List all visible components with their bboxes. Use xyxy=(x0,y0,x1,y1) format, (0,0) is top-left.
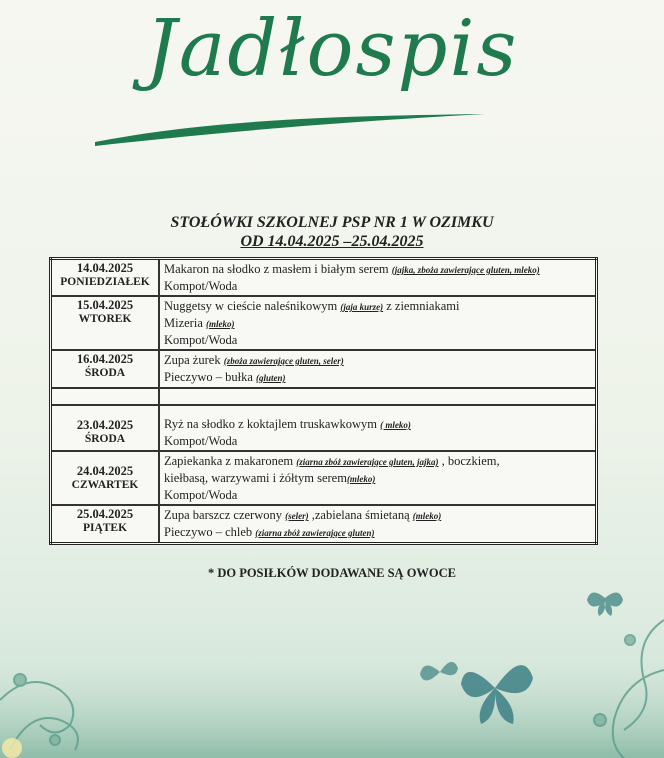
canteen-subtitle: STOŁÓWKI SZKOLNEJ PSP NR 1 W OZIMKU xyxy=(170,214,494,231)
day-cell xyxy=(51,296,160,350)
allergen-note: (jajka, zboża zawierające gluten, mleko) xyxy=(391,265,540,275)
day-name: ŚRODA xyxy=(84,433,126,445)
day-name: PIĄTEK xyxy=(82,522,128,534)
table-row xyxy=(51,405,597,451)
empty-cell xyxy=(159,388,597,405)
menu-table xyxy=(49,257,598,545)
day-name: PONIEDZIAŁEK xyxy=(60,276,150,288)
day-cell xyxy=(51,505,160,544)
allergen-note: (ziarna zbóż zawierające gluten, jajka) xyxy=(296,457,439,467)
empty-cell xyxy=(51,388,160,405)
allergen-note: ( mleko) xyxy=(380,420,411,430)
day-cell xyxy=(51,451,160,505)
day-date: 25.04.2025 xyxy=(76,507,134,521)
meal-item: Pieczywo – chleb (ziarna zbóż zawierające gluten) xyxy=(164,525,375,539)
fruit-note: * DO POSIŁKÓW DODAWANE SĄ OWOCE xyxy=(207,566,457,580)
table-row xyxy=(51,350,597,388)
allergen-note: (mleko) xyxy=(206,319,235,329)
table-row xyxy=(51,259,597,297)
empty-row xyxy=(51,388,597,405)
meal-item: Nuggetsy w cieście naleśnikowym (jaja kurze) z ziemniakami xyxy=(164,299,460,313)
day-name: WTOREK xyxy=(78,313,132,325)
meal-item: Kompot/Woda xyxy=(164,434,238,448)
meal-item: Mizeria (mleko) xyxy=(164,316,235,330)
flower-icon xyxy=(2,738,22,758)
day-date: 23.04.2025 xyxy=(76,418,134,432)
butterfly-icon xyxy=(587,592,623,616)
menu-title: Jadłospis xyxy=(145,4,519,94)
meal-item: Pieczywo – bułka (gluten) xyxy=(164,370,286,384)
meal-cell xyxy=(159,405,597,451)
day-name: ŚRODA xyxy=(84,367,126,379)
allergen-note: (jaja kurze) xyxy=(340,302,384,312)
meal-cell xyxy=(159,350,597,388)
allergen-note: (zboża zawierające gluten, seler) xyxy=(223,356,344,366)
day-date: 14.04.2025 xyxy=(76,261,134,275)
allergen-note: (ziarna zbóż zawierające gluten) xyxy=(255,528,375,538)
allergen-note: (mleko) xyxy=(412,511,442,521)
meal-item: Zupa żurek (zboża zawierające gluten, seler) xyxy=(164,353,344,367)
meal-item: Zapiekanka z makaronem (ziarna zbóż zawierające gluten, jajka) , boczkiem, xyxy=(164,454,500,468)
meal-cell xyxy=(159,451,597,505)
table-row xyxy=(51,451,597,505)
meal-cell xyxy=(159,505,597,544)
table-row xyxy=(51,296,597,350)
allergen-note: (mleko) xyxy=(346,474,376,484)
meal-item: Kompot/Woda xyxy=(164,279,238,293)
meal-item: Kompot/Woda xyxy=(164,488,238,502)
date-range: OD 14.04.2025 –25.04.2025 xyxy=(240,233,424,250)
meal-cell xyxy=(159,296,597,350)
day-cell xyxy=(51,405,160,451)
butterfly-floral-decoration xyxy=(0,580,664,758)
table-row xyxy=(51,505,597,544)
meal-item: kiełbasą, warzywami i żółtym serem(mleko) xyxy=(164,471,376,485)
meal-cell xyxy=(159,259,597,297)
meal-item: Makaron na słodko z masłem i białym serem (jajka, zboża zawierające gluten, mleko) xyxy=(164,262,540,276)
allergen-note: (seler) xyxy=(285,511,309,521)
day-name: CZWARTEK xyxy=(71,479,139,491)
day-date: 24.04.2025 xyxy=(76,464,134,478)
meal-item: Kompot/Woda xyxy=(164,333,238,347)
day-cell xyxy=(51,350,160,388)
allergen-note: (gluten) xyxy=(256,373,286,383)
day-date: 16.04.2025 xyxy=(76,352,134,366)
title-underline-swoosh xyxy=(90,98,490,148)
day-date: 15.04.2025 xyxy=(76,298,134,312)
meal-item: Zupa barszcz czerwony (seler) ,zabielana śmietaną (mleko) xyxy=(164,508,442,522)
meal-item: Ryż na słodko z koktajlem truskawkowym ( mleko) xyxy=(164,417,411,431)
day-cell xyxy=(51,259,160,297)
